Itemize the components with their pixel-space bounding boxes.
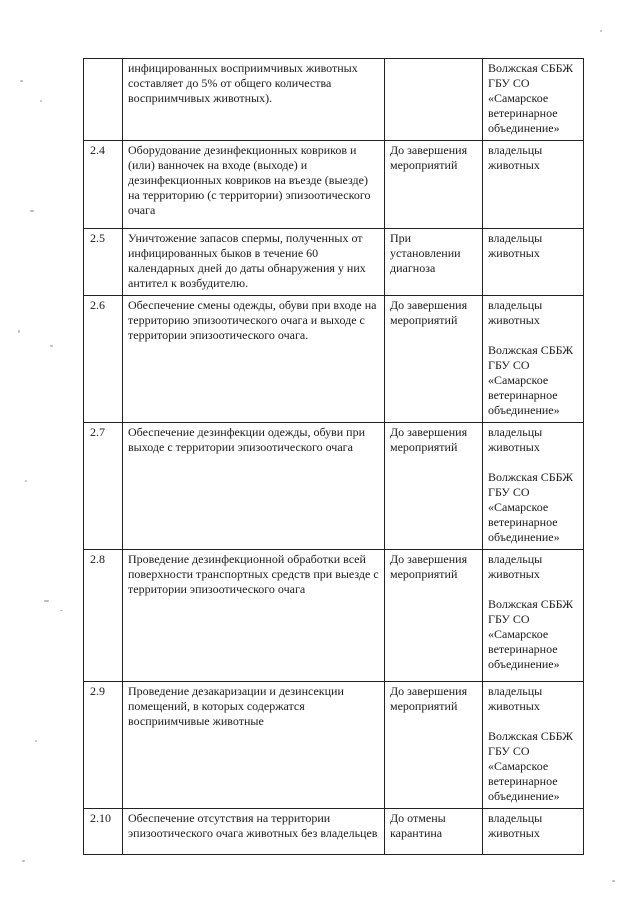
responsible-line: владельцы bbox=[488, 811, 543, 825]
measure-description: Обеспечение смены одежды, обуви при входе на территорию эпизоотического очага и выходе с территории эпизоотического очага. bbox=[123, 296, 385, 423]
responsible-line: ветеринарное bbox=[488, 106, 558, 120]
responsible-line: Волжская СББЖ bbox=[488, 61, 573, 75]
measure-deadline: До завершения мероприятий bbox=[385, 682, 483, 809]
measure-description: Проведение дезинфекционной обработки всей поверхности транспортных средств при выезде с территории эпизоотического очага bbox=[123, 550, 385, 682]
responsible-line: владельцы bbox=[488, 684, 543, 698]
row-number: 2.9 bbox=[84, 682, 123, 809]
measure-responsible bbox=[483, 809, 584, 855]
measure-deadline: До завершения мероприятий bbox=[385, 550, 483, 682]
responsible-line: животных bbox=[488, 567, 540, 581]
responsible-line: «Самарское bbox=[488, 373, 549, 387]
table-row bbox=[84, 809, 584, 855]
measure-responsible bbox=[483, 141, 584, 229]
responsible-line: ГБУ СО bbox=[488, 612, 530, 626]
table-row bbox=[84, 229, 584, 296]
measure-description: Обеспечение отсутствия на территории эпизоотического очага животных без владельцев bbox=[123, 809, 385, 855]
responsible-line: ГБУ СО bbox=[488, 76, 530, 90]
scan-speck bbox=[25, 480, 27, 482]
table-row bbox=[84, 59, 584, 141]
responsible-line: объединение» bbox=[488, 403, 560, 417]
scan-speck bbox=[60, 610, 63, 611]
responsible-line: «Самарское bbox=[488, 627, 549, 641]
responsible-line: Волжская СББЖ bbox=[488, 470, 573, 484]
measure-description: Проведение дезакаризации и дезинсекции помещений, в которых содержатся восприимчивые животные bbox=[123, 682, 385, 809]
responsible-line: ГБУ СО bbox=[488, 744, 530, 758]
measure-deadline: До завершения мероприятий bbox=[385, 296, 483, 423]
row-number: 2.10 bbox=[84, 809, 123, 855]
row-number: 2.6 bbox=[84, 296, 123, 423]
responsible-line: объединение» bbox=[488, 789, 560, 803]
measure-responsible bbox=[483, 229, 584, 296]
responsible-line: объединение» bbox=[488, 530, 560, 544]
responsible-line: ГБУ СО bbox=[488, 358, 530, 372]
scan-speck bbox=[35, 740, 37, 742]
responsible-line: животных bbox=[488, 440, 540, 454]
table-row bbox=[84, 141, 584, 229]
row-number: 2.7 bbox=[84, 423, 123, 550]
measure-deadline bbox=[385, 59, 483, 141]
measure-description: Оборудование дезинфекционных ковриков и (или) ванночек на входе (выходе) и дезинфекционных ковриков на въезде (выезде) на территорию (с территории) эпизоотического очага bbox=[123, 141, 385, 229]
responsible-line: «Самарское bbox=[488, 500, 549, 514]
scan-speck bbox=[600, 30, 602, 32]
responsible-line: «Самарское bbox=[488, 91, 549, 105]
responsible-line: ветеринарное bbox=[488, 515, 558, 529]
measure-deadline: До завершения мероприятий bbox=[385, 141, 483, 229]
measures-table bbox=[83, 58, 584, 855]
responsible-line: владельцы bbox=[488, 425, 543, 439]
responsible-line: ГБУ СО bbox=[488, 485, 530, 499]
responsible-line: ветеринарное bbox=[488, 774, 558, 788]
responsible-line: объединение» bbox=[488, 657, 560, 671]
responsible-line: животных bbox=[488, 699, 540, 713]
responsible-line: владельцы bbox=[488, 143, 543, 157]
responsible-line: Волжская СББЖ bbox=[488, 729, 573, 743]
scan-speck bbox=[44, 600, 49, 602]
measure-description: Обеспечение дезинфекции одежды, обуви при выходе с территории эпизоотического очага bbox=[123, 423, 385, 550]
responsible-line: ветеринарное bbox=[488, 388, 558, 402]
responsible-line: владельцы bbox=[488, 552, 543, 566]
measure-description: инфицированных восприимчивых животных составляет до 5% от общего количества восприимчивых животных). bbox=[123, 59, 385, 141]
responsible-line: животных bbox=[488, 313, 540, 327]
measures-table-body bbox=[84, 59, 584, 855]
responsible-line: «Самарское bbox=[488, 759, 549, 773]
measure-responsible bbox=[483, 59, 584, 141]
row-number bbox=[84, 59, 123, 141]
scan-speck bbox=[30, 210, 34, 212]
measure-responsible bbox=[483, 423, 584, 550]
scan-speck bbox=[40, 100, 42, 102]
measure-responsible bbox=[483, 550, 584, 682]
responsible-line: объединение» bbox=[488, 121, 560, 135]
scan-speck bbox=[20, 80, 23, 82]
scan-speck bbox=[612, 880, 615, 882]
measure-deadline: При установлении диагноза bbox=[385, 229, 483, 296]
measure-description: Уничтожение запасов спермы, полученных от инфицированных быков в течение 60 календарных дней до даты обнаружения у них антител к возбудителю. bbox=[123, 229, 385, 296]
measure-responsible bbox=[483, 682, 584, 809]
row-number: 2.8 bbox=[84, 550, 123, 682]
responsible-line: владельцы bbox=[488, 231, 543, 245]
measure-deadline: До отмены карантина bbox=[385, 809, 483, 855]
responsible-line: Волжская СББЖ bbox=[488, 597, 573, 611]
responsible-line: Волжская СББЖ bbox=[488, 343, 573, 357]
scan-speck bbox=[50, 345, 53, 347]
responsible-line: животных bbox=[488, 246, 540, 260]
scan-speck bbox=[18, 330, 20, 333]
responsible-line: ветеринарное bbox=[488, 642, 558, 656]
row-number: 2.4 bbox=[84, 141, 123, 229]
table-row bbox=[84, 682, 584, 809]
measure-deadline: До завершения мероприятий bbox=[385, 423, 483, 550]
table-row bbox=[84, 296, 584, 423]
row-number: 2.5 bbox=[84, 229, 123, 296]
responsible-line: владельцы bbox=[488, 298, 543, 312]
table-row bbox=[84, 550, 584, 682]
scan-speck bbox=[22, 860, 25, 862]
responsible-line: животных bbox=[488, 826, 540, 840]
table-row bbox=[84, 423, 584, 550]
responsible-line: животных bbox=[488, 158, 540, 172]
measure-responsible bbox=[483, 296, 584, 423]
